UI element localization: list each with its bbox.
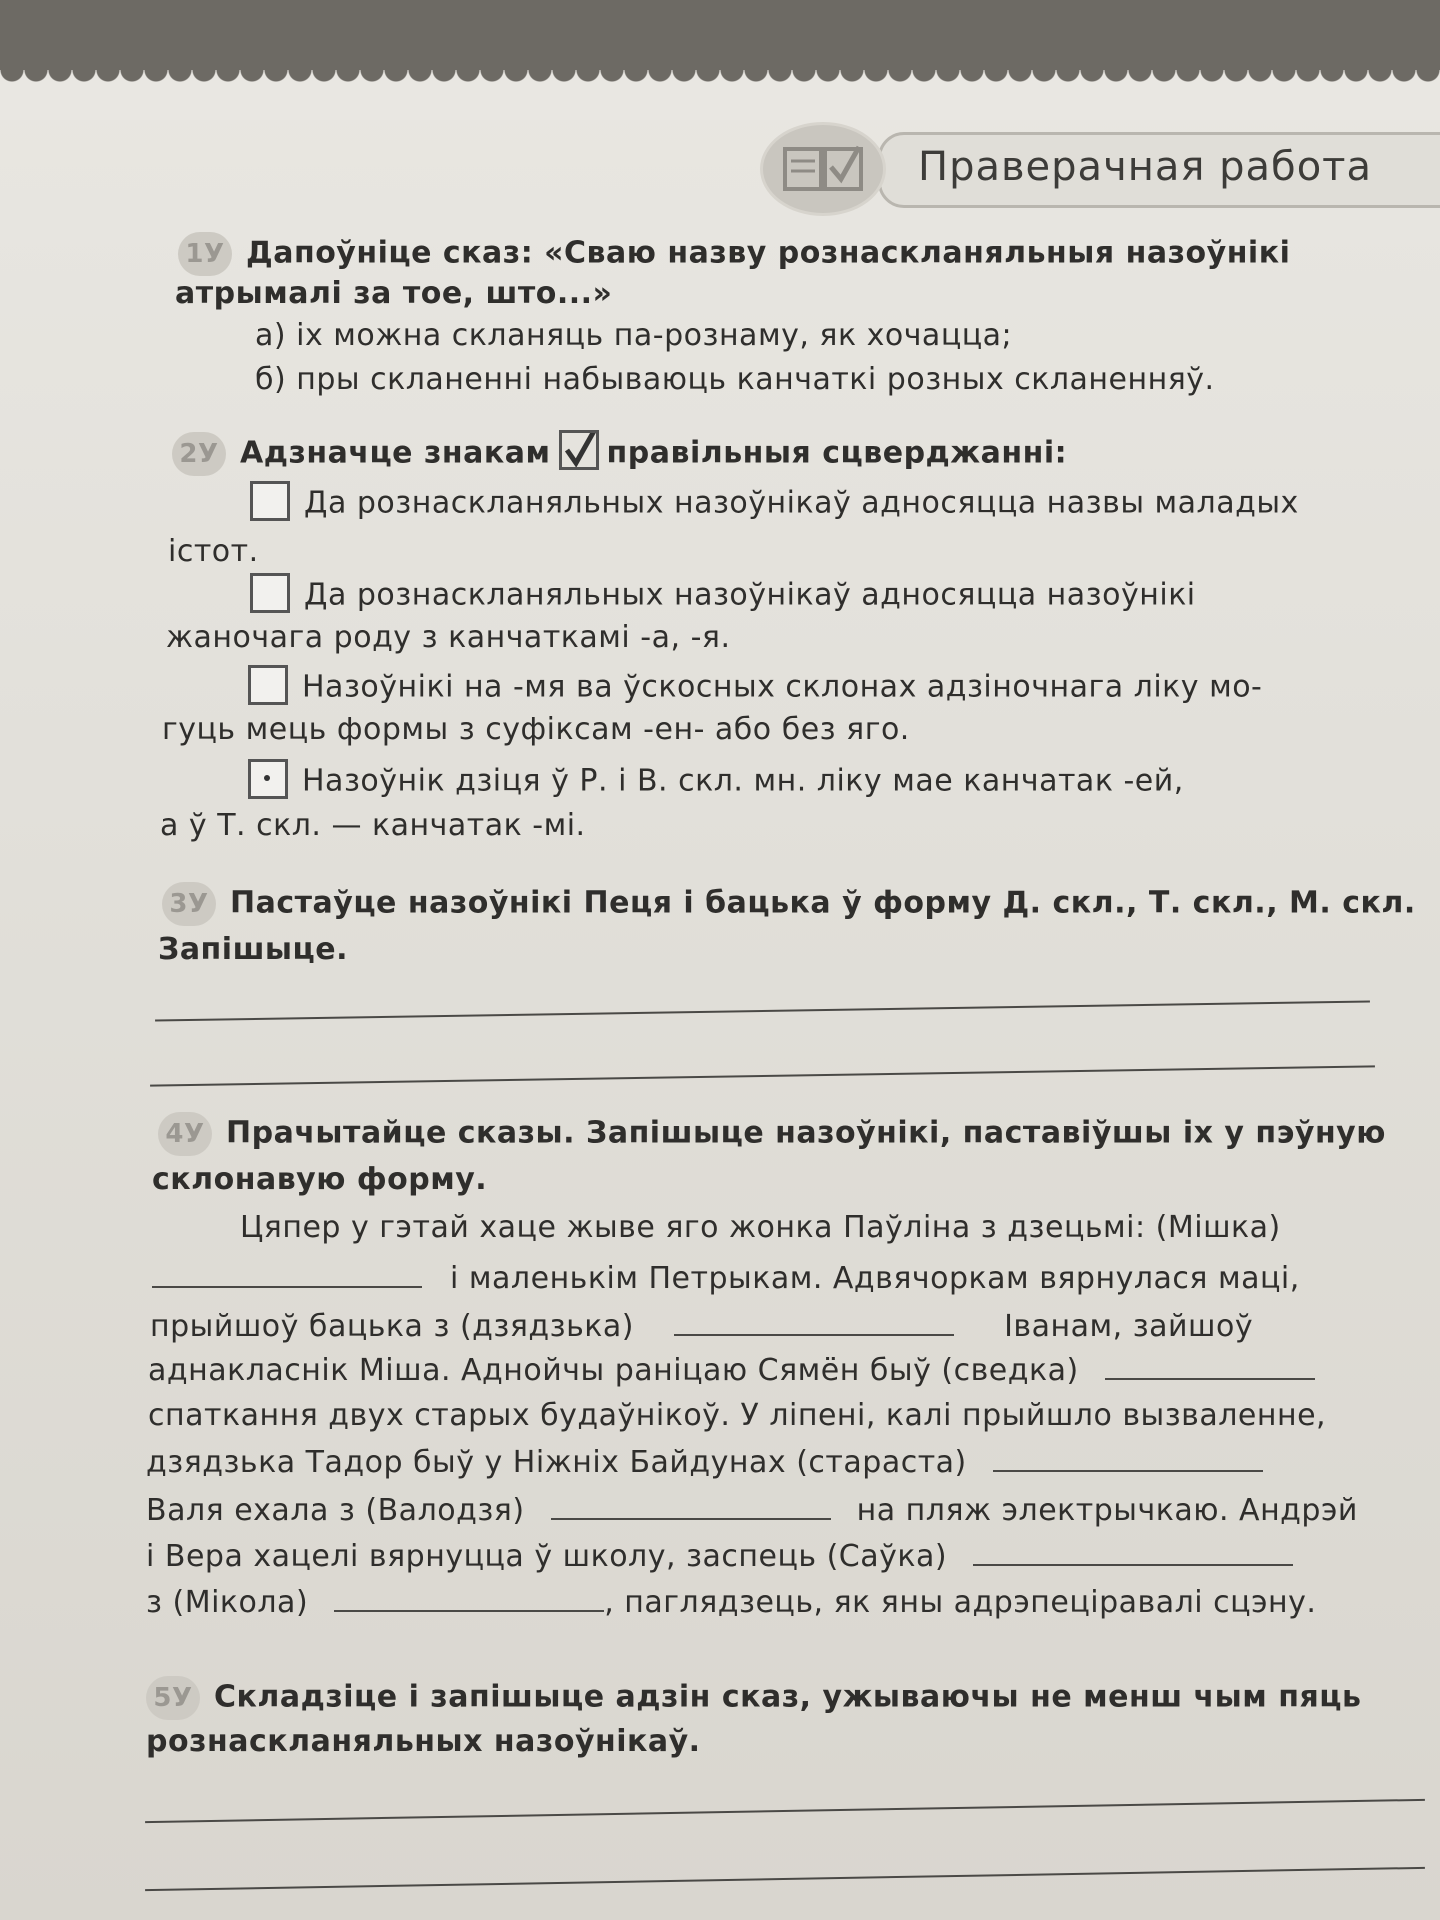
text-line-1: Цяпер у гэтай хаце жыве яго жонка Паўліна з дзецьмі: (Мішка) bbox=[240, 1210, 1281, 1245]
task1-line2: атрымалі за тое, што...» bbox=[175, 276, 613, 311]
task3-heading bbox=[162, 882, 1416, 926]
text-line-7-end: на пляж электрычкаю. Андрэй bbox=[856, 1493, 1358, 1528]
page-title: Праверачная работа bbox=[918, 144, 1372, 190]
text-line-7-start: Валя ехала з (Валодзя) bbox=[146, 1493, 525, 1528]
answer-line[interactable] bbox=[145, 1867, 1425, 1891]
task5-line1: Складзіце і запішыце адзін сказ, ужываючы не менш чым пяць bbox=[214, 1679, 1362, 1715]
task1-heading bbox=[178, 232, 1290, 276]
statement-2-checkbox[interactable] bbox=[250, 573, 290, 613]
statement-4-cont: а ў Т. скл. — канчатак -мі. bbox=[160, 808, 586, 843]
fill-blank[interactable] bbox=[334, 1584, 604, 1612]
statement-1-checkbox[interactable] bbox=[250, 481, 290, 521]
task2-heading bbox=[172, 432, 1067, 476]
task5-heading bbox=[146, 1676, 1361, 1720]
text-line-9 bbox=[146, 1584, 1316, 1620]
statement-1 bbox=[250, 484, 1299, 524]
decorative-scalloped-edge bbox=[0, 70, 1440, 120]
task4-line2: склонавую форму. bbox=[152, 1162, 488, 1197]
checkmark-icon bbox=[559, 430, 599, 470]
statement-3-text: Назоўнікі на -мя ва ўскосных склонах адзіночнага ліку мо- bbox=[302, 669, 1263, 705]
task1-option-a[interactable]: а) іх можна скланяць па-рознаму, як хочацца; bbox=[255, 318, 1013, 353]
text-line-4-text: аднакласнік Міша. Аднойчы раніцаю Сямён быў (сведка) bbox=[148, 1353, 1079, 1388]
task-number-badge: 5У bbox=[146, 1676, 200, 1720]
task4-heading bbox=[158, 1112, 1386, 1156]
section-header bbox=[760, 122, 1440, 204]
text-line-8-text: і Вера хацелі вярнуцца ў школу, заспець (Саўка) bbox=[146, 1539, 948, 1574]
text-line-6-text: дзядзька Тадор быў у Ніжніх Байдунах (стараста) bbox=[146, 1445, 967, 1480]
statement-2-text: Да рознаскланяльных назоўнікаў адносяцца назоўнікі bbox=[304, 577, 1196, 613]
task3-line1: Пастаўце назоўнікі Пеця і бацька ў форму Д. скл., Т. скл., М. скл. bbox=[230, 885, 1416, 921]
answer-line[interactable] bbox=[150, 1065, 1375, 1086]
fill-blank[interactable] bbox=[1105, 1352, 1315, 1380]
task-number-badge: 4У bbox=[158, 1112, 212, 1156]
text-line-2 bbox=[152, 1260, 1300, 1296]
statement-3-cont: гуць мець формы з суфіксам -ен- або без яго. bbox=[162, 712, 910, 747]
text-line-7 bbox=[146, 1492, 1358, 1528]
statement-4-text: Назоўнік дзіця ў Р. і В. скл. мн. ліку мае канчатак -ей, bbox=[302, 763, 1184, 799]
fill-blank[interactable] bbox=[551, 1492, 831, 1520]
task-number-badge: 3У bbox=[162, 882, 216, 926]
fill-blank[interactable] bbox=[993, 1444, 1263, 1472]
book-check-icon bbox=[760, 122, 886, 216]
fill-blank[interactable] bbox=[674, 1308, 954, 1336]
text-line-8 bbox=[146, 1538, 1293, 1574]
statement-4 bbox=[248, 762, 1184, 802]
answer-line[interactable] bbox=[155, 1000, 1370, 1021]
task1-line1: Дапоўніце сказ: «Сваю назву рознаскланяльныя назоўнікі bbox=[246, 235, 1291, 271]
statement-4-checkbox[interactable] bbox=[248, 759, 288, 799]
answer-line[interactable] bbox=[145, 1799, 1425, 1823]
fill-blank[interactable] bbox=[973, 1538, 1293, 1566]
text-line-3-start: прыйшоў бацька з (дзядзька) bbox=[150, 1309, 634, 1344]
task-number-badge: 1У bbox=[178, 232, 232, 276]
text-line-3 bbox=[150, 1308, 1253, 1344]
statement-3-checkbox[interactable] bbox=[248, 665, 288, 705]
task5-line2: рознаскланяльных назоўнікаў. bbox=[146, 1724, 701, 1759]
task1-option-b[interactable]: б) пры скланенні набываюць канчаткі розных скланенняў. bbox=[255, 362, 1215, 397]
text-line-3-end: Іванам, зайшоў bbox=[1004, 1309, 1254, 1344]
text-line-6 bbox=[146, 1444, 1263, 1480]
text-line-2-text: і маленькім Петрыкам. Адвячоркам вярнулася маці, bbox=[450, 1261, 1300, 1296]
task3-line2: Запішыце. bbox=[158, 932, 349, 967]
statement-1-text: Да рознаскланяльных назоўнікаў адносяцца назвы маладых bbox=[304, 485, 1299, 521]
statement-1-cont: істот. bbox=[168, 534, 259, 569]
task-number-badge: 2У bbox=[172, 432, 226, 476]
text-line-4 bbox=[148, 1352, 1315, 1388]
task2-suffix: правільныя сцверджанні: bbox=[606, 435, 1068, 471]
text-line-9-end: , паглядзець, як яны адрэпеціравалі сцэну. bbox=[604, 1585, 1317, 1620]
text-line-9-start: з (Мікола) bbox=[146, 1585, 309, 1620]
fill-blank[interactable] bbox=[152, 1260, 422, 1288]
task4-line1: Прачытайце сказы. Запішыце назоўнікі, паставіўшы іх у пэўную bbox=[226, 1115, 1386, 1151]
task2-prefix: Адзначце знакам bbox=[240, 435, 551, 471]
text-line-5: спаткання двух старых будаўнікоў. У ліпені, калі прыйшло вызваленне, bbox=[148, 1398, 1327, 1433]
statement-3 bbox=[248, 668, 1262, 708]
statement-2 bbox=[250, 576, 1196, 616]
statement-2-cont: жаночага роду з канчаткамі -а, -я. bbox=[166, 620, 731, 655]
